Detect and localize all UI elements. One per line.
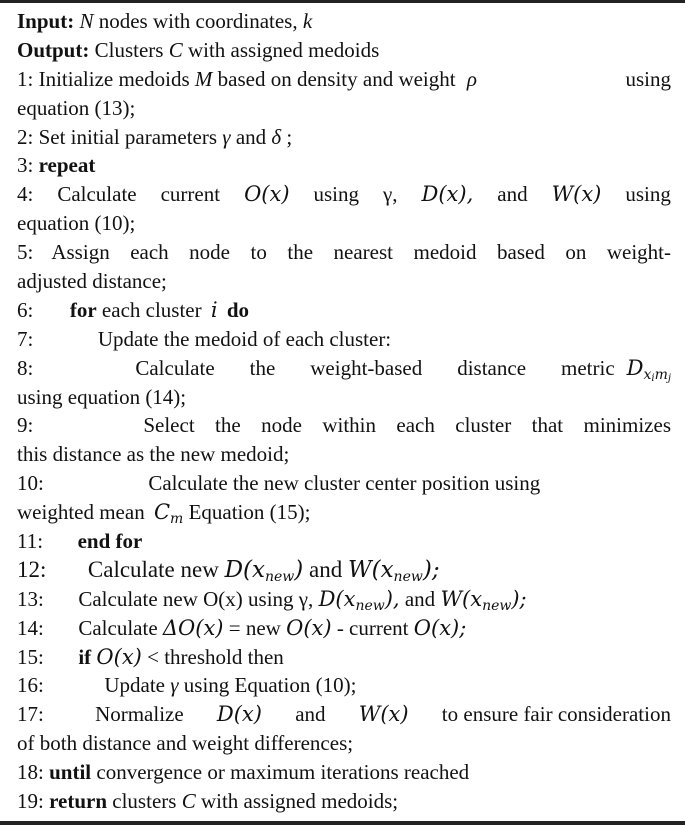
- step-19: [17, 787, 671, 816]
- step-9-cont: [17, 440, 671, 469]
- step-14-delta-o: ΔO(x): [162, 615, 224, 640]
- step-4-text-b: current: [160, 182, 221, 207]
- step-8-cont: [17, 383, 671, 412]
- step-13-w-close: );: [511, 586, 527, 611]
- step-10-cont-b: Equation (15);: [188, 500, 311, 525]
- step-13-text-a: Calculate new O(x) using γ,: [78, 586, 314, 611]
- keyword-return: return: [49, 789, 108, 814]
- step-10-cm-sub: m: [170, 511, 184, 528]
- step-8-cont-text: using equation (14);: [17, 384, 187, 409]
- step-6-i: i: [210, 297, 218, 322]
- step-number: 7:: [17, 326, 34, 351]
- step-12-text-a: Calculate new: [87, 556, 219, 582]
- step-12-d-sub: new: [264, 568, 295, 585]
- step-15: [17, 643, 671, 672]
- step-10-cm: C: [153, 500, 171, 525]
- step-7: [17, 325, 671, 354]
- step-2-text-c: ;: [286, 124, 293, 149]
- step-10-cont-a: weighted mean: [17, 500, 145, 525]
- keyword-if: if: [78, 644, 92, 669]
- step-17-cont: [17, 729, 671, 758]
- step-2-text-a: Set initial parameters: [38, 124, 218, 149]
- step-4: [17, 180, 671, 209]
- step-17-text-b: and: [295, 702, 326, 727]
- input-k: k: [302, 9, 313, 33]
- output-text: Clusters: [94, 37, 164, 62]
- input-label: Input:: [17, 9, 75, 33]
- step-12-w-close: );: [422, 556, 440, 583]
- step-17-cont-text: of both distance and weight differences;: [17, 731, 354, 756]
- step-16-gamma: γ: [170, 673, 179, 698]
- keyword-until: until: [49, 760, 92, 785]
- step-13-w-sub: new: [482, 597, 512, 614]
- step-1-rho: ρ: [466, 66, 477, 91]
- step-12-d-close: ): [294, 556, 304, 583]
- step-9-text-a: Select the node within each cluster that minimizes: [143, 413, 671, 438]
- step-number: 13:: [17, 586, 44, 611]
- step-4-text-f: using: [625, 182, 671, 207]
- step-4-gamma: γ,: [383, 182, 398, 207]
- step-14: [17, 614, 671, 643]
- step-number: 11:: [17, 529, 44, 554]
- step-19-c: C: [181, 789, 196, 814]
- output-c: C: [168, 37, 183, 62]
- step-number: 17:: [17, 702, 44, 727]
- step-19-text-b: with assigned medoids;: [200, 789, 399, 814]
- step-9: [17, 411, 671, 440]
- step-14-o1: O(x): [286, 615, 332, 640]
- step-1: [17, 65, 671, 94]
- input-line: [17, 7, 671, 36]
- step-3: [17, 151, 671, 180]
- step-6: [17, 296, 671, 325]
- step-15-ox: O(x): [96, 644, 142, 669]
- step-2-gamma: γ: [222, 124, 231, 149]
- step-number: 12:: [17, 556, 47, 582]
- step-18: [17, 758, 671, 787]
- step-13-text-b: and: [404, 586, 436, 611]
- keyword-do: do: [226, 297, 250, 322]
- step-number: 14:: [17, 615, 44, 640]
- step-number: 18:: [17, 760, 44, 785]
- step-13-d-close: ),: [384, 586, 400, 611]
- output-line: [17, 36, 671, 65]
- step-number: 15:: [17, 644, 44, 669]
- step-8-text-a: Calculate the weight-based distance metric: [135, 355, 615, 380]
- step-5-cont: [17, 267, 671, 296]
- step-16-text-a: Update: [104, 673, 165, 698]
- step-number: 3:: [17, 153, 34, 178]
- step-13-d-sub: new: [355, 597, 385, 614]
- step-14-o2: O(x);: [413, 615, 467, 640]
- step-13-w: W(x: [440, 586, 483, 611]
- step-number: 5:: [17, 240, 34, 265]
- input-n: N: [79, 9, 94, 33]
- step-1-m: M: [194, 66, 213, 91]
- step-17-text-c: to ensure fair consideration: [441, 702, 671, 727]
- step-4-cont: [17, 209, 671, 238]
- step-10-cont: [17, 498, 671, 527]
- step-14-text-b: = new: [228, 615, 281, 640]
- step-12: [17, 556, 671, 585]
- keyword-repeat: repeat: [38, 153, 96, 178]
- step-17: [17, 700, 671, 729]
- step-17-text-a: Normalize: [95, 702, 184, 727]
- output-label: Output:: [17, 37, 90, 62]
- step-8-sub-i: i: [651, 372, 655, 384]
- step-1-cont: [17, 94, 671, 123]
- step-16: [17, 671, 671, 700]
- step-number: 2:: [17, 124, 34, 149]
- step-14-text-c: - current: [336, 615, 409, 640]
- step-8-d: D: [626, 355, 644, 380]
- step-6-text-a: each cluster: [101, 297, 202, 322]
- step-4-wx: W(x): [551, 182, 602, 207]
- step-number: 4:: [17, 182, 34, 207]
- step-8-sub-m: m: [654, 366, 668, 383]
- step-8: [17, 354, 671, 383]
- step-2: [17, 123, 671, 152]
- step-number: 16:: [17, 673, 44, 698]
- step-14-text-a: Calculate: [78, 615, 158, 640]
- step-number: 1:: [17, 66, 34, 91]
- step-10-text-a: Calculate the new cluster center position using: [148, 471, 541, 496]
- step-4-text-a: Calculate: [57, 182, 137, 207]
- step-10: [17, 469, 671, 498]
- step-1-text-a: Initialize medoids: [38, 66, 190, 91]
- step-5-cont-text: adjusted distance;: [17, 269, 167, 294]
- step-4-text-e: and: [497, 182, 528, 207]
- step-13-d: D(x: [318, 586, 356, 611]
- step-9-cont-text: this distance as the new medoid;: [17, 442, 290, 467]
- step-19-text-a: clusters: [112, 789, 177, 814]
- step-2-delta: δ: [271, 124, 282, 149]
- step-number: 6:: [17, 297, 34, 322]
- step-4-ox: O(x): [244, 182, 290, 207]
- step-8-sub-j: j: [667, 372, 671, 384]
- step-1-text-c: using: [625, 66, 671, 91]
- step-4-text-c: using: [313, 182, 360, 207]
- step-number: 9:: [17, 413, 34, 438]
- step-17-wx: W(x): [358, 702, 409, 727]
- step-15-text-a: < threshold then: [147, 644, 284, 669]
- step-5: [17, 238, 671, 267]
- step-12-w: W(x: [347, 556, 394, 583]
- step-12-d: D(x: [224, 556, 265, 583]
- step-11: [17, 527, 671, 556]
- step-number: 8:: [17, 355, 34, 380]
- step-number: 10:: [17, 471, 44, 496]
- step-12-text-b: and: [308, 556, 343, 582]
- step-4-cont-text: equation (10);: [17, 211, 136, 236]
- output-rest: with assigned medoids: [187, 37, 380, 62]
- step-4-dx: D(x),: [421, 182, 474, 207]
- step-1-cont-text: equation (13);: [17, 95, 136, 120]
- step-2-text-b: and: [235, 124, 267, 149]
- step-16-text-b: using Equation (10);: [183, 673, 357, 698]
- step-17-dx: D(x): [216, 702, 262, 727]
- step-number: 19:: [17, 789, 44, 814]
- keyword-for: for: [69, 297, 97, 322]
- step-1-text-b: based on density and weight: [217, 66, 456, 91]
- step-8-sub-x: x: [643, 366, 652, 383]
- step-12-w-sub: new: [393, 568, 423, 585]
- step-7-text-a: Update the medoid of each cluster:: [97, 326, 392, 351]
- input-text: nodes with coordinates,: [98, 9, 298, 33]
- keyword-end-for: end for: [77, 529, 143, 554]
- step-5-text-a: Assign each node to the nearest medoid based on weight-: [51, 240, 671, 265]
- step-13: [17, 585, 671, 614]
- step-18-text-a: convergence or maximum iterations reached: [96, 760, 470, 785]
